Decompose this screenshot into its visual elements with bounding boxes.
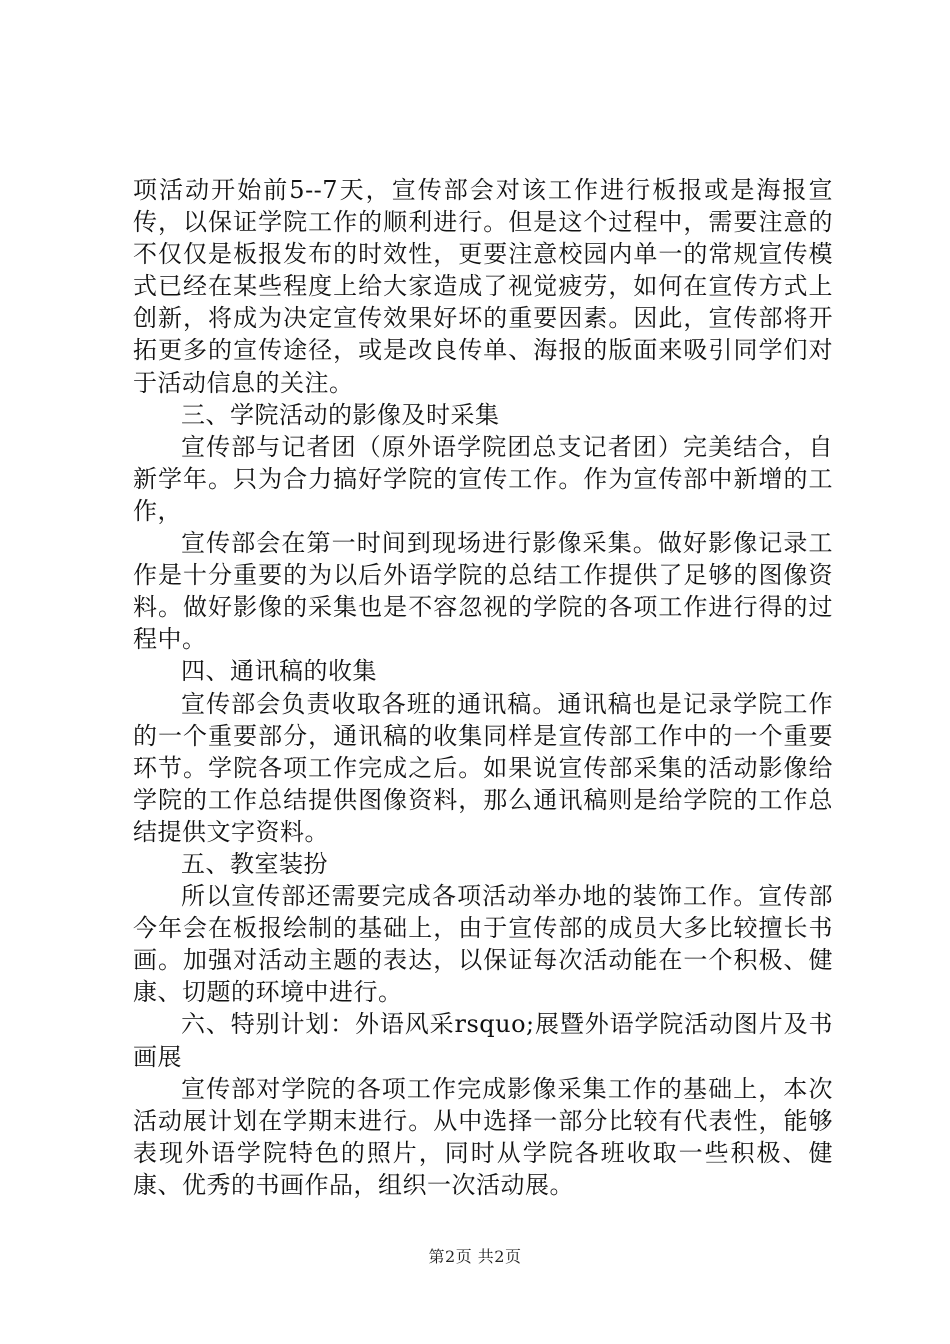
- section-heading-4: 四、通讯稿的收集: [181, 657, 377, 686]
- section-heading-3: 三、学院活动的影像及时采集: [181, 400, 500, 429]
- section-heading-5: 五、教室装扮: [181, 849, 328, 878]
- paragraph: 所以宣传部还需要完成各项活动举办地的装饰工作。宣传部今年会在板报绘制的基础上，由于宣传部的成员大多比较擅长书画。加强对活动主题的表达，以保证每次活动能在一个积极、健康、切题的环境中进行。: [133, 882, 833, 1007]
- page-number-footer: 第2页 共2页: [428, 1247, 522, 1266]
- paragraph-continuation: 项活动开始前5--7天，宣传部会对该工作进行板报或是海报宣传，以保证学院工作的顺利进行。但是这个过程中，需要注意的不仅仅是板报发布的时效性，更要注意校园内单一的常规宣传模式已经在某些程度上给大家造成了视觉疲劳，如何在宣传方式上创新，将成为决定宣传效果好坏的重要因素。因此，宣传部将开拓更多的宣传途径，或是改良传单、海报的版面来吸引同学们对于活动信息的关注。: [133, 176, 833, 397]
- paragraph: 宣传部会负责收取各班的通讯稿。通讯稿也是记录学院工作的一个重要部分，通讯稿的收集同样是宣传部工作中的一个重要环节。学院各项工作完成之后。如果说宣传部采集的活动影像给学院的工作总结提供图像资料，那么通讯稿则是给学院的工作总结提供文字资料。: [133, 689, 833, 846]
- paragraph: 宣传部会在第一时间到现场进行影像采集。做好影像记录工作是十分重要的为以后外语学院的总结工作提供了足够的图像资料。做好影像的采集也是不容忽视的学院的各项工作进行得的过程中。: [133, 529, 833, 654]
- paragraph: 宣传部对学院的各项工作完成影像采集工作的基础上，本次活动展计划在学期末进行。从中选择一部分比较有代表性，能够表现外语学院特色的照片，同时从学院各班收取一些积极、健康、优秀的书画作品，组织一次活动展。: [133, 1074, 833, 1199]
- section-heading-6: 六、特别计划：外语风采rsquo;展暨外语学院活动图片及书画展: [133, 1010, 833, 1071]
- document-body: [133, 174, 833, 1201]
- paragraph: 宣传部与记者团（原外语学院团总支记者团）完美结合，自新学年。只为合力搞好学院的宣传工作。作为宣传部中新增的工作，: [133, 432, 833, 525]
